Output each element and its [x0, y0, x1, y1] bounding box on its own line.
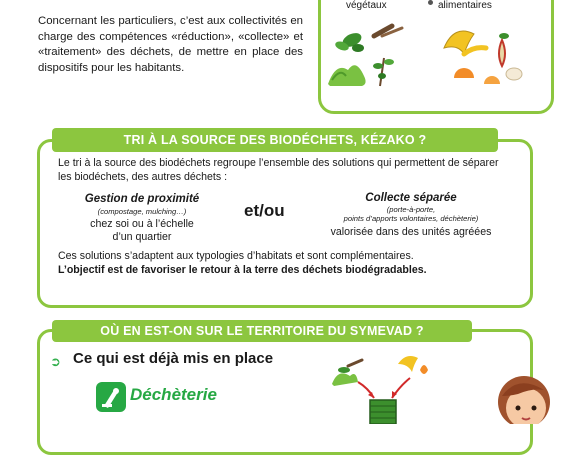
intro-paragraph: Concernant les particuliers, c’est aux collectivités en charge des compétences «réduction», «collecte» et «traitement» des déchets, de mettre en place des dispositifs pour les habitants.	[38, 15, 303, 74]
collecte-text: valorisée dans des unités agréées	[330, 226, 492, 238]
tri-objective: L’objectif est de favoriser le retour à la terre des déchets biodégradables.	[58, 264, 427, 276]
territoire-banner: OÙ EN EST-ON SUR LE TERRITOIRE DU SYMEVAD ?	[52, 320, 472, 342]
bullet-icon	[428, 0, 433, 5]
et-ou-connector: et/ou	[244, 201, 285, 220]
label-alimentaires: alimentaires	[438, 0, 492, 11]
deja-en-place-heading: Ce qui est déjà mis en place	[73, 350, 274, 367]
dechetterie-icon	[96, 382, 126, 412]
collecte-sub-1: (porte-à-porte,	[386, 205, 436, 214]
arrow-right-icon: ➲	[50, 355, 65, 368]
tri-banner: TRI À LA SOURCE DES BIODÉCHETS, KÉZAKO ?	[52, 128, 498, 152]
tri-outro: Ces solutions s’adaptent aux typologies d’habitats et sont complémentaires.	[58, 250, 414, 262]
gestion-text-2: d’un quartier	[112, 231, 172, 243]
collecte-sub-2: points d’apports volontaires, déchèterie)	[343, 214, 479, 223]
green-waste-icon	[322, 18, 412, 90]
tri-intro: Le tri à la source des biodéchets regroupe l’ensemble des solutions qui permettent de séparer les biodéchets, des autres déchets :	[58, 157, 499, 183]
food-waste-icon	[434, 18, 534, 90]
child-illustration	[488, 368, 558, 424]
collecte-title: Collecte séparée	[365, 192, 457, 204]
gestion-text-1: chez soi ou à l’échelle	[90, 218, 194, 230]
gestion-sub: (compostage, mulching…)	[97, 207, 187, 216]
label-vegetaux: végétaux	[346, 0, 387, 11]
compost-bin-icon	[328, 348, 438, 424]
dechetterie-label: Déchèterie	[130, 385, 217, 404]
gestion-title: Gestion de proximité	[84, 193, 200, 205]
